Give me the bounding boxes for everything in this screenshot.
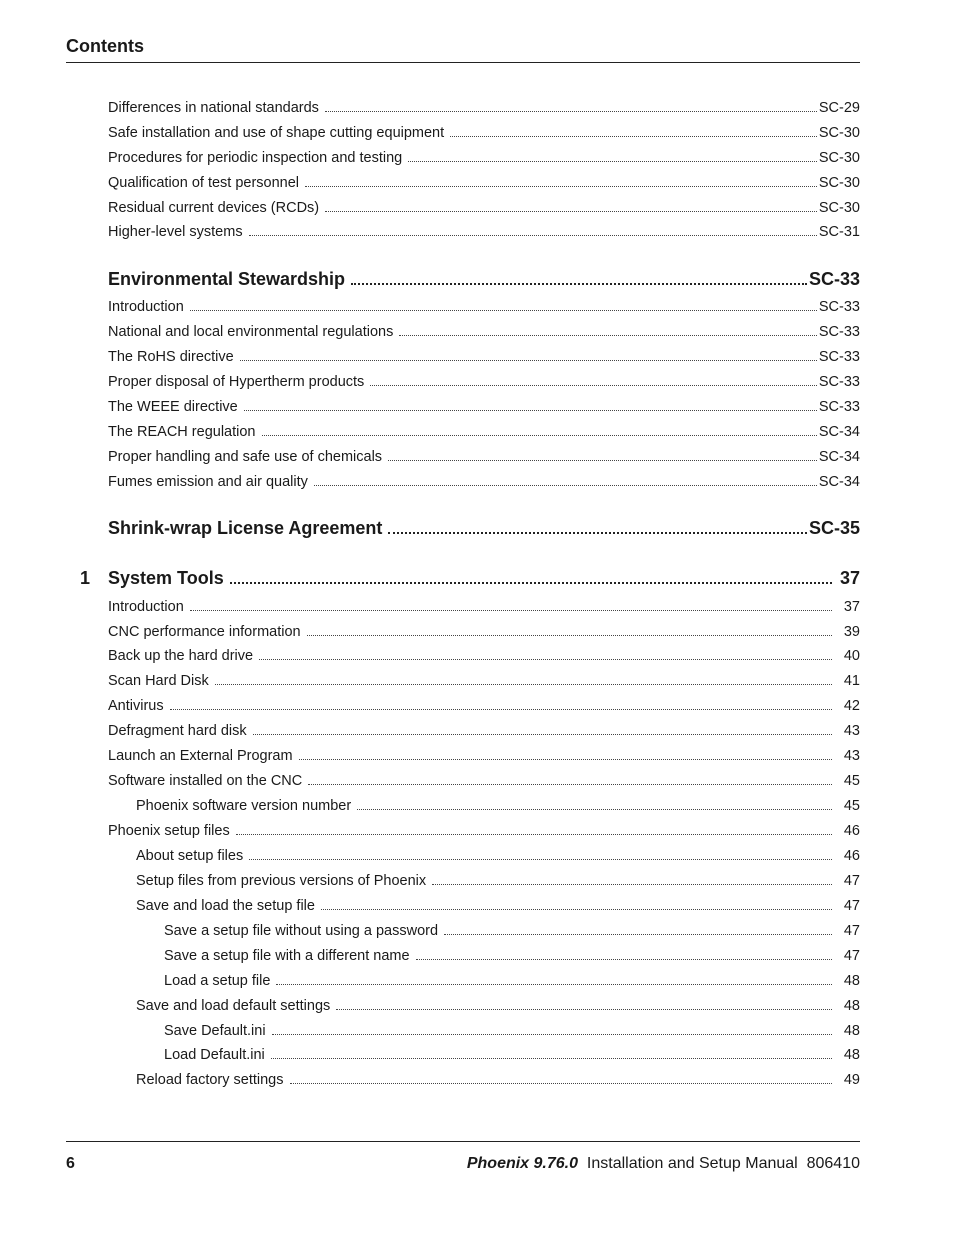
dot-leader [240,359,817,361]
toc-entry-page: SC-33 [818,374,860,390]
toc-section-page: SC-35 [808,518,860,538]
toc-entry-page: SC-34 [818,424,860,440]
footer-rule [66,1141,860,1142]
dot-leader [305,185,817,187]
dot-leader [299,758,832,760]
toc-entry[interactable] [108,771,860,791]
toc-section-label: Shrink-wrap License Agreement [108,518,383,538]
toc-entry-page: SC-31 [818,224,860,240]
toc-entry-label: Phoenix setup files [108,823,230,839]
toc-entry-label: Load Default.ini [164,1047,265,1063]
toc-entry-label: Save and load the setup file [136,898,315,914]
toc-entry[interactable] [108,397,860,417]
toc-entry-page: 47 [843,873,860,889]
dot-leader [388,459,817,461]
dot-leader [215,683,832,685]
toc-entry-label: The WEEE directive [108,399,238,415]
toc-section-shrinkwrap[interactable] [108,516,860,540]
toc-entry-label: Safe installation and use of shape cutting equipment [108,125,445,141]
toc-entry-label: Fumes emission and air quality [108,474,308,490]
dot-leader [351,282,807,285]
dot-leader [307,634,832,636]
dot-leader [230,581,832,584]
toc-entry[interactable] [136,1070,860,1090]
toc-entry-label: Procedures for periodic inspection and testing [108,150,403,166]
toc-entry[interactable] [136,996,860,1016]
dot-leader [170,708,832,710]
toc-entry[interactable] [136,796,860,816]
toc-entry[interactable] [108,447,860,467]
toc-entry-page: SC-30 [818,200,860,216]
toc-entry-page: SC-30 [818,175,860,191]
dot-leader [262,434,817,436]
toc-entry-page: SC-34 [818,449,860,465]
toc-entry-page: 48 [843,1023,860,1039]
toc-entry-label: Defragment hard disk [108,723,247,739]
toc-entry-label: Introduction [108,299,184,315]
dot-leader [408,160,817,162]
toc-entry-page: 48 [843,998,860,1014]
dot-leader [272,1033,832,1035]
toc-entry-page: 46 [843,848,860,864]
toc-entry[interactable] [164,946,860,966]
dot-leader [271,1057,832,1059]
toc-entry[interactable] [108,173,860,193]
toc-entry-page: 48 [843,973,860,989]
toc-entry-page: SC-33 [818,399,860,415]
dot-leader [236,833,832,835]
dot-leader [276,983,832,985]
toc-entry[interactable] [108,347,860,367]
toc-entry-label: CNC performance information [108,624,301,640]
dot-leader [244,409,817,411]
toc-chapter-system-tools[interactable] [108,566,860,590]
dot-leader [314,484,817,486]
dot-leader [357,808,832,810]
toc-entry[interactable] [108,322,860,342]
dot-leader [190,609,832,611]
toc-entry[interactable] [164,971,860,991]
dot-leader [325,110,817,112]
toc-entry-label: Proper handling and safe use of chemicals [108,449,383,465]
toc-entry-page: 47 [843,898,860,914]
toc-entry-label: Introduction [108,599,184,615]
dot-leader [253,733,832,735]
dot-leader [290,1082,833,1084]
dot-leader [444,933,832,935]
page-header-title: Contents [66,36,144,56]
toc-entry-page: 49 [843,1072,860,1088]
toc-entry-page: 41 [843,673,860,689]
toc-entry[interactable] [108,297,860,317]
dot-leader [432,883,832,885]
dot-leader [399,334,817,336]
dot-leader [388,531,807,534]
toc-entry-page: 47 [843,948,860,964]
header-rule [66,62,860,63]
toc-entry-page: 39 [843,624,860,640]
toc-entry-label: The REACH regulation [108,424,256,440]
dot-leader [308,783,832,785]
toc-entry-page: 42 [843,698,860,714]
toc-entry[interactable] [108,148,860,168]
toc-entry[interactable] [108,671,860,691]
toc-entry[interactable] [108,198,860,218]
dot-leader [249,858,832,860]
toc-entry[interactable] [136,871,860,891]
toc-entry-label: National and local environmental regulations [108,324,394,340]
toc-entry-page: 48 [843,1047,860,1063]
footer-product: Phoenix 9.76.0 [466,1155,579,1172]
toc-entry[interactable] [108,821,860,841]
toc-section-label: System Tools [108,568,224,588]
toc-entry-label: Higher-level systems [108,224,243,240]
toc-entry-page: SC-30 [818,150,860,166]
toc-entry-page: SC-30 [818,125,860,141]
toc-entry-page: 45 [843,798,860,814]
toc-entry-label: Proper disposal of Hypertherm products [108,374,365,390]
dot-leader [259,658,832,660]
footer-manual-name: Installation and Setup Manual [586,1155,798,1172]
toc-entry[interactable] [108,123,860,143]
toc-entry-page: 37 [843,599,860,615]
toc-entry-page: 40 [843,648,860,664]
dot-leader [325,210,817,212]
toc-entry-page: SC-33 [818,349,860,365]
toc-entry-label: Save Default.ini [164,1023,266,1039]
toc-entry-label: Save and load default settings [136,998,331,1014]
toc-entry-label: Residual current devices (RCDs) [108,200,320,216]
chapter-number: 1 [80,568,91,588]
toc-entry[interactable] [108,372,860,392]
toc-entry-page: 45 [843,773,860,789]
dot-leader [370,384,817,386]
toc-entry-label: Save a setup file without using a password [164,923,439,939]
toc-entry-label: Scan Hard Disk [108,673,209,689]
toc-entry[interactable] [108,746,860,766]
toc-entry[interactable] [136,896,860,916]
toc-entry-label: Software installed on the CNC [108,773,303,789]
toc-entry-label: Qualification of test personnel [108,175,300,191]
toc-entry-label: Launch an External Program [108,748,293,764]
toc-entry[interactable] [108,622,860,642]
toc-entry-page: 47 [843,923,860,939]
toc-entry-label: Back up the hard drive [108,648,254,664]
toc-entry-label: About setup files [136,848,244,864]
toc-entry[interactable] [164,1045,860,1065]
toc-entry-label: The RoHS directive [108,349,234,365]
toc-section-environmental[interactable] [108,267,860,291]
dot-leader [321,908,832,910]
toc-entry[interactable] [108,597,860,617]
toc-entry[interactable] [164,921,860,941]
toc-entry-page: SC-33 [818,299,860,315]
dot-leader [450,135,817,137]
toc-entry[interactable] [108,696,860,716]
footer-page-number: 6 [66,1155,75,1172]
dot-leader [416,958,832,960]
dot-leader [190,309,817,311]
toc-entry-page: 43 [843,723,860,739]
toc-entry-page: SC-33 [818,324,860,340]
toc-entry[interactable] [108,721,860,741]
toc-entry[interactable] [108,222,860,242]
toc-entry-page: SC-34 [818,474,860,490]
toc-section-label: Environmental Stewardship [108,269,346,289]
toc-entry[interactable] [136,846,860,866]
footer-doc-number: 806410 [806,1155,860,1172]
toc-entry-label: Load a setup file [164,973,271,989]
toc-entry[interactable] [108,422,860,442]
toc-entry[interactable] [108,472,860,492]
toc-entry-label: Save a setup file with a different name [164,948,410,964]
dot-leader [336,1008,832,1010]
toc-entry-label: Antivirus [108,698,164,714]
toc-section-page: 37 [839,568,860,588]
toc-entry[interactable] [108,646,860,666]
toc-entry[interactable] [108,98,860,118]
toc-section-page: SC-33 [808,269,860,289]
toc-entry-page: 46 [843,823,860,839]
toc-entry[interactable] [164,1021,860,1041]
toc-entry-label: Setup files from previous versions of Phoenix [136,873,427,889]
toc-entry-page: 43 [843,748,860,764]
footer-manual-title [467,1155,860,1173]
dot-leader [249,234,817,236]
toc-entry-label: Differences in national standards [108,100,319,116]
toc-entry-label: Phoenix software version number [136,798,352,814]
toc-entry-label: Reload factory settings [136,1072,284,1088]
toc-entry-page: SC-29 [818,100,860,116]
